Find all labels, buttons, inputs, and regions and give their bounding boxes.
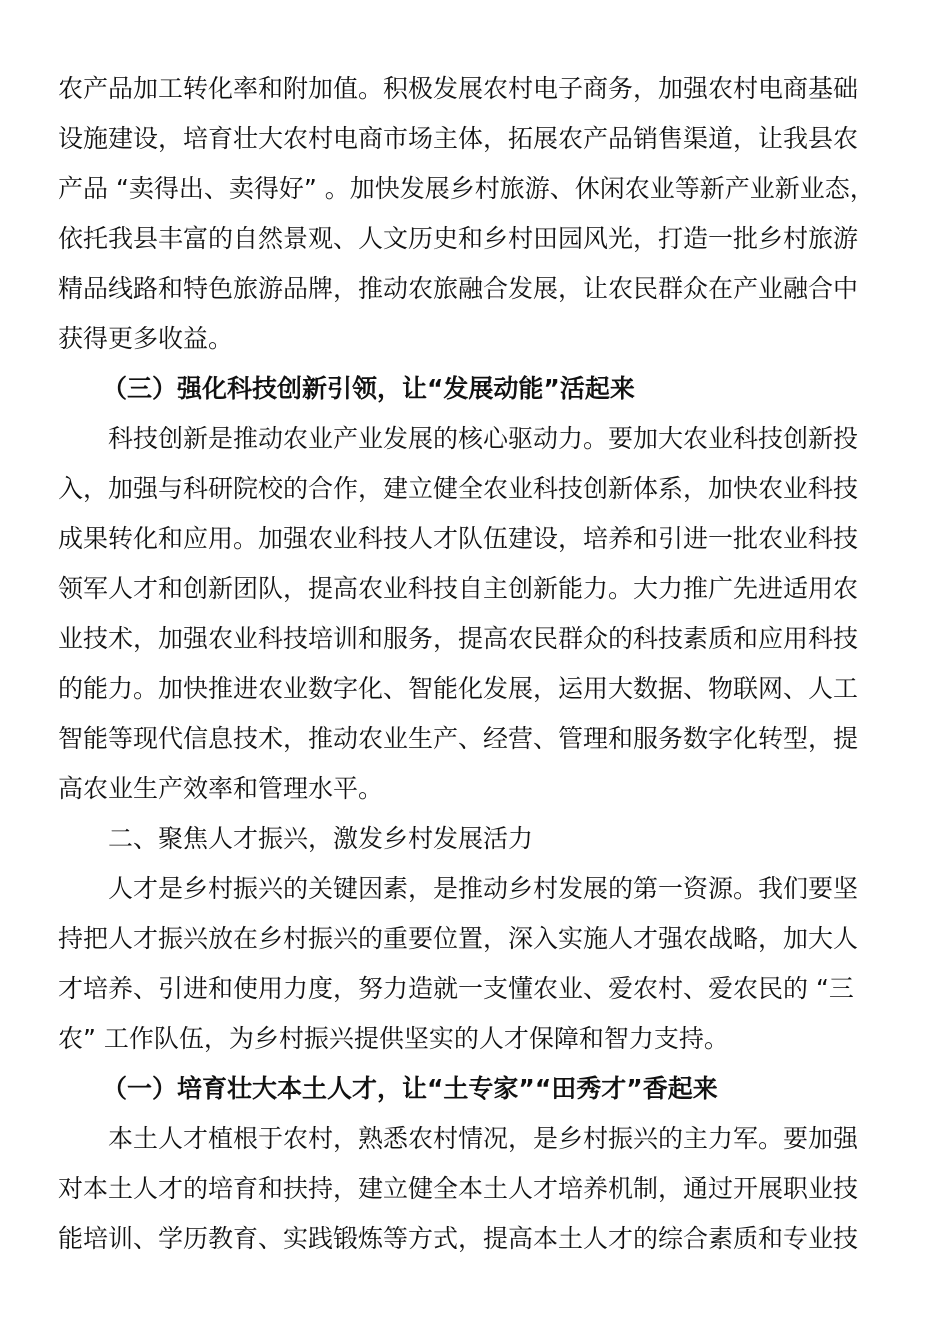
text-line: 业技术，加强农业科技培训和服务，提高农民群众的科技素质和应用科技 [58, 624, 859, 653]
text-line: 农” 工作队伍，为乡村振兴提供坚实的人才保障和智力支持。 [58, 1024, 729, 1053]
text-line: 农产品加工转化率和附加值。积极发展农村电子商务，加强农村电商基础 [58, 74, 859, 103]
text-line: 依托我县丰富的自然景观、人文历史和乡村田园风光，打造一批乡村旅游 [58, 224, 859, 253]
text-line: 持把人才振兴放在乡村振兴的重要位置，深入实施人才强农战略，加大人 [58, 924, 859, 953]
document-page [58, 64, 894, 1264]
subheading-1: （一）培育壮大本土人才，让“土专家”“田秀才”香起来 [102, 1074, 718, 1103]
text-line: 能培训、学历教育、实践锻炼等方式，提高本土人才的综合素质和专业技 [58, 1224, 859, 1253]
text-line: 成果转化和应用。加强农业科技人才队伍建设，培养和引进一批农业科技 [58, 524, 859, 553]
text-line: 入，加强与科研院校的合作，建立健全农业科技创新体系，加快农业科技 [58, 474, 859, 503]
text-line: 的能力。加快推进农业数字化、智能化发展，运用大数据、物联网、人工 [58, 674, 859, 703]
text-line: 人才是乡村振兴的关键因素，是推动乡村发展的第一资源。我们要坚 [108, 874, 859, 903]
text-line: 才培养、引进和使用力度，努力造就一支懂农业、爱农村、爱农民的 “三 [58, 974, 854, 1003]
text-line: 科技创新是推动农业产业发展的核心驱动力。要加大农业科技创新投 [108, 424, 859, 453]
subheading-3: （三）强化科技创新引领，让“发展动能”活起来 [102, 374, 635, 403]
text-line: 领军人才和创新团队，提高农业科技自主创新能力。大力推广先进适用农 [58, 574, 859, 603]
text-line: 获得更多收益。 [58, 324, 234, 353]
text-line: 高农业生产效率和管理水平。 [58, 774, 384, 803]
text-line: 智能等现代信息技术，推动农业生产、经营、管理和服务数字化转型，提 [58, 724, 859, 753]
text-line: 精品线路和特色旅游品牌，推动农旅融合发展，让农民群众在产业融合中 [58, 274, 859, 303]
text-line: 产品 “卖得出、卖得好” 。加快发展乡村旅游、休闲农业等新产业新业态， [58, 174, 875, 203]
text-line: 本土人才植根于农村，熟悉农村情况，是乡村振兴的主力军。要加强 [108, 1124, 859, 1153]
text-line: 设施建设，培育壮大农村电商市场主体，拓展农产品销售渠道，让我县农 [58, 124, 859, 153]
section-heading-2: 二、聚焦人才振兴，激发乡村发展活力 [108, 824, 534, 853]
text-line: 对本土人才的培育和扶持，建立健全本土人才培养机制，通过开展职业技 [58, 1174, 859, 1203]
